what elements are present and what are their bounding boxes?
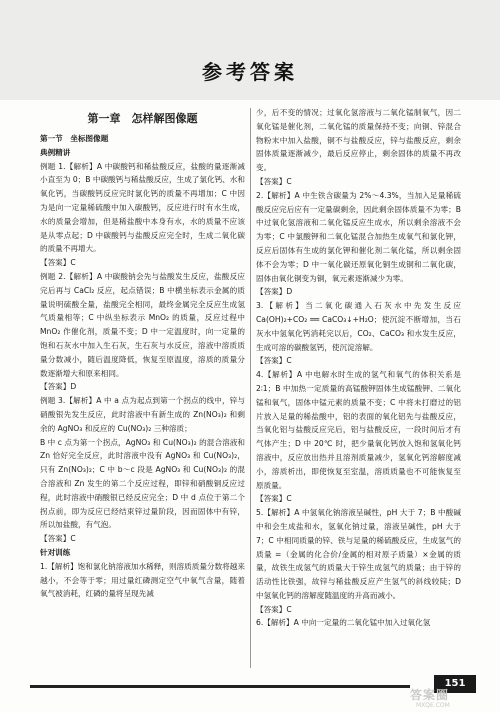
watermark-url: MXQE.COM bbox=[416, 702, 450, 709]
chapter-heading: 第一章 怎样解图像题 bbox=[87, 112, 198, 125]
paragraph: 例题 3.【解析】A 中 a 点为起点到第一个拐点的线中，锌与硝酸银先发生反应，此时溶液中有新生成的 Zn(NO₃)₂ 和剩余的 AgNO₃ 和反应的 Cu(NO₃)₂ 三种溶质； bbox=[40, 396, 245, 433]
answer-line: 【答案】D bbox=[256, 287, 293, 297]
paragraph: 3.【解析】当二氧化碳通入石灰水中先发生反应 Ca(OH)₂+CO₂ ══ CaCO₃↓+H₂O；使沉淀不断增加，当石灰水中氢氧化钙消耗完以后，CO₂、CaCO₃ 和水发生反应，生成可溶的碳酸氢钙，使沉淀溶解。 bbox=[256, 301, 461, 352]
answer-line: 【答案】C bbox=[256, 356, 292, 366]
left-column bbox=[40, 106, 245, 706]
watermark-logo bbox=[410, 686, 500, 712]
watermark-text: 答案圈 bbox=[410, 688, 450, 702]
subheading: 典例精讲 bbox=[40, 147, 71, 157]
answer-line: 【答案】C bbox=[256, 604, 292, 614]
paragraph: 5.【解析】A 中氢氧化钠溶液呈碱性，pH 大于 7；B 中酸碱中和会生成盐和水，氢氧化钠过量，溶液呈碱性，pH 大于 7；C 中相同质量的锌、铁与足量的稀硫酸反应，生成氢气的质量 =（金属的化合价/金属的相对原子质量）×金属的质量，故铁生成氢气的质量大于锌生成氢气的质量；由于锌的活动性比铁强，故锌与稀盐酸反应产生氢气的斜线较陡；D 中氢氧化钙的溶解度随温度的升高而减小。 bbox=[256, 508, 461, 600]
right-column bbox=[256, 106, 461, 706]
paragraph: 2.【解析】A 中生铁含碳量为 2%～4.3%，当加入足量稀硫酸反应完后应有一定量碳剩余，因此剩余固体质量不为零；B 中过氧化氢溶液和二氧化锰反应生成水，所以剩余溶液不会为零；C 中氯酸钾和二氧化锰混合加热生成氧气和氯化钾，反应后固体有生成的氯化钾和催化剂二氧化锰，所以剩余固体不会为零；D 中一氧化碳还原氧化铜生成铜和二氧化碳，固体由氧化铜变为铜，氧元素逐渐减少为零。 bbox=[256, 190, 461, 283]
paragraph: 4.【解析】A 中电解水时生成的氢气和氧气的体积关系是 2∶1；B 中加热一定质量的高锰酸钾固体生成锰酸钾、二氧化锰和氧气，固体中锰元素的质量不变；C 中将未打磨过的铝片放入足量的稀盐酸中，铝的表面的氧化铝先与盐酸反应，当氧化铝与盐酸反应完后，铝与盐酸反应，一段时间后才有气体产生；D 中 20℃ 时，把少量氧化钙放入饱和氢氧化钙溶液中，反应放出热并且溶剂质量减少，氢氧化钙溶解度减小，溶质析出，即使恢复至室温，溶质质量也不可能恢复至原质量。 bbox=[256, 370, 461, 490]
right-column-text bbox=[256, 106, 461, 630]
page-number: 151 bbox=[434, 675, 476, 693]
paragraph: 少，后不变的情况；过氧化氢溶液与二氧化锰制氧气，因二氧化锰是催化剂，二氧化锰的质量保持不变；向铜、锌混合物粉末中加入盐酸，铜不与盐酸反应，锌与盐酸反应，剩余固体质量逐渐减少，最后反应停止，剩余固体的质量不再改变。 bbox=[256, 108, 461, 173]
subheading: 针对训练 bbox=[40, 547, 71, 557]
answer-line: 【答案】C bbox=[40, 534, 76, 544]
footer-rule bbox=[30, 685, 410, 688]
paragraph: 6.【解析】A 中向一定量的二氧化锰中加入过氧化氢 bbox=[256, 618, 431, 628]
paragraph: B 中 c 点为第一个拐点，AgNO₃ 和 Cu(NO₃)₂ 的混合溶液和 Zn 恰好完全反应，此时溶液中没有 AgNO₃ 和 Cu(NO₃)₂，只有 Zn(NO₃)₂；C 中 b～c 段是 AgNO₃ 和 Cu(NO₃)₂ 的混合溶液和 Zn 发生的第二个反应过程，即锌和硝酸铜反应过程，此时溶液中硝酸银已经反应完全；D 中 d 点位于第二个拐点前，即为反应已经结束锌过量阶段，因而固体中有锌，所以加盐酸，有气泡。 bbox=[40, 437, 245, 530]
footer bbox=[30, 673, 470, 695]
answer-line: 【答案】C bbox=[256, 494, 292, 504]
column-divider bbox=[250, 108, 251, 668]
paragraph: 1.【解析】饱和氯化钠溶液加水稀释，则溶质质量分数将越来越小，不会等于零；用过量红磷测定空气中氧气含量，随着氧气被消耗，红磷的量将呈现先减 bbox=[40, 561, 245, 599]
paragraph: 例题 2.【解析】A 中碳酸钠会先与盐酸发生反应，盐酸反应完后再与 CaCl₂ 反应，起点错误；B 中横坐标表示金属的质量说明硫酸全量，盐酸完全相同，最终金属完全反应生成氢气质量相等；C 中纵坐标表示 MnO₂ 的质量，反应过程中 MnO₂ 作催化剂，质量不变；D 中一定温度时，向一定量的饱和石灰水中加入生石灰，生石灰与水反应，溶液中溶质质量分数减小，随后温度降低，恢复至原温度，溶质的质量分数逐渐增大和原来相同。 bbox=[40, 271, 245, 378]
answer-line: 【答案】C bbox=[256, 176, 292, 186]
section-heading: 第一节 坐标图像题 bbox=[40, 134, 109, 143]
paragraph: 例题 1.【解析】A 中碳酸钙和稀盐酸反应，盐酸的量逐渐减小直至为 0；B 中碳酸钙与稀盐酸反应，生成了氯化钙、水和氧化钙，当碳酸钙反应完时氯化钙的质量不再增加；C 中因为是向一定量稀硫酸中加入碳酸钙，反应进行时有水生成，水的质量会增加，但是稀盐酸中本身有水，水的质量不应该是从零点起；D 中碳酸钙与盐酸反应完全时，生成二氧化碳的质量不再增大。 bbox=[40, 161, 245, 254]
answer-line: 【答案】D bbox=[40, 382, 77, 392]
left-column-text bbox=[40, 146, 245, 601]
answer-line: 【答案】C bbox=[40, 258, 76, 268]
title-banner bbox=[0, 0, 500, 100]
page-title: 参考答案 bbox=[202, 60, 298, 84]
